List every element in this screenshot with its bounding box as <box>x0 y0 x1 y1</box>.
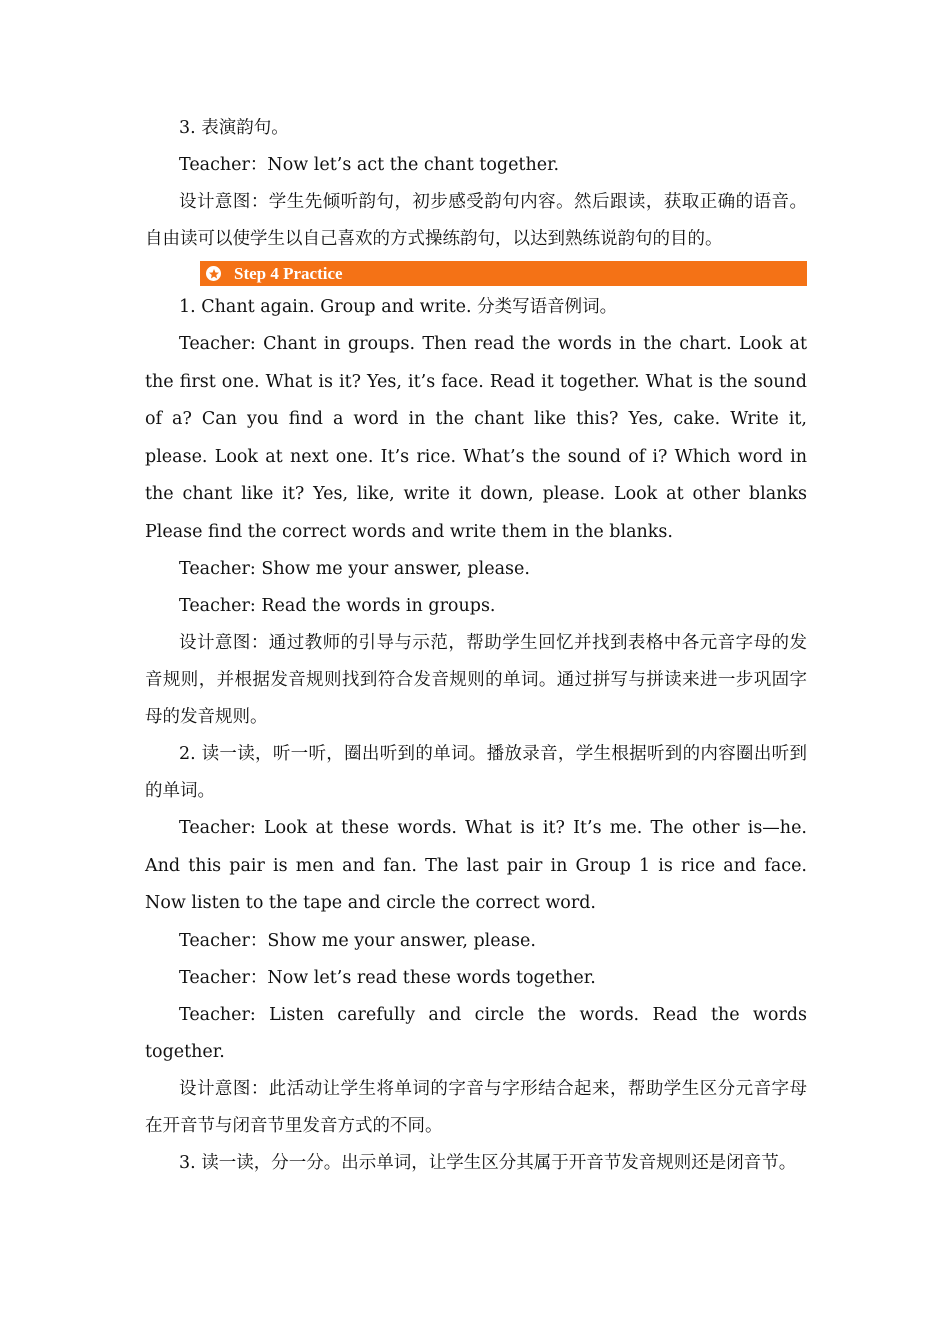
paragraph: 3. 表演韵句。 <box>179 118 289 138</box>
paragraph: Teacher: Look at these words. What is it? It’s me. The other is—he. And this pair is men and fan. The last pair in Group 1 is rice and face. Now listen to the tape and circle the correct word. <box>145 818 807 913</box>
paragraph: Teacher: Chant in groups. Then read the words in the chart. Look at the first one. What is it? Yes, it’s face. Read it together. What is the sound of a? Can you find a word in the chant like this? Yes, cake. Write it, please. Look at next one. It’s rice. What’s the sound of i? Which word in the chant like it? Yes, like, write it down, please. Look at other blanks Please find the correct words and write them in the blanks. <box>145 334 807 542</box>
document-body <box>145 110 807 1182</box>
star-circle-icon <box>206 266 221 281</box>
paragraph: 2. 读一读，听一听，圈出听到的单词。播放录音，学生根据听到的内容圈出听到的单词。 <box>145 744 807 801</box>
paragraph: Teacher: Read the words in groups. <box>179 596 496 616</box>
paragraph: Teacher：Show me your answer, please. <box>179 930 536 951</box>
paragraph: 设计意图：通过教师的引导与示范，帮助学生回忆并找到表格中各元音字母的发音规则，并根据发音规则找到符合发音规则的单词。通过拼写与拼读来进一步巩固字母的发音规则。 <box>145 633 807 727</box>
paragraph: 3. 读一读，分一分。出示单词，让学生区分其属于开音节发音规则还是闭音节。 <box>179 1152 797 1173</box>
paragraph: Teacher：Now let’s act the chant together. <box>179 155 560 175</box>
paragraph: 设计意图：学生先倾听韵句，初步感受韵句内容。然后跟读，获取正确的语音。自由读可以使学生以自己喜欢的方式操练韵句，以达到熟练说韵句的目的。 <box>145 192 807 249</box>
paragraph: Teacher：Now let’s read these words together. <box>179 967 596 988</box>
paragraph: Teacher: Show me your answer, please. <box>179 559 530 579</box>
paragraph: 1. Chant again. Group and write. 分类写语音例词。 <box>179 297 618 317</box>
step-header-bar <box>200 261 807 286</box>
step-header-label: Step 4 Practice <box>234 264 343 283</box>
paragraph: 设计意图：此活动让学生将单词的字音与字形结合起来，帮助学生区分元音字母在开音节与闭音节里发音方式的不同。 <box>145 1078 807 1136</box>
paragraph: Teacher: Listen carefully and circle the words. Read the words together. <box>145 1004 807 1062</box>
